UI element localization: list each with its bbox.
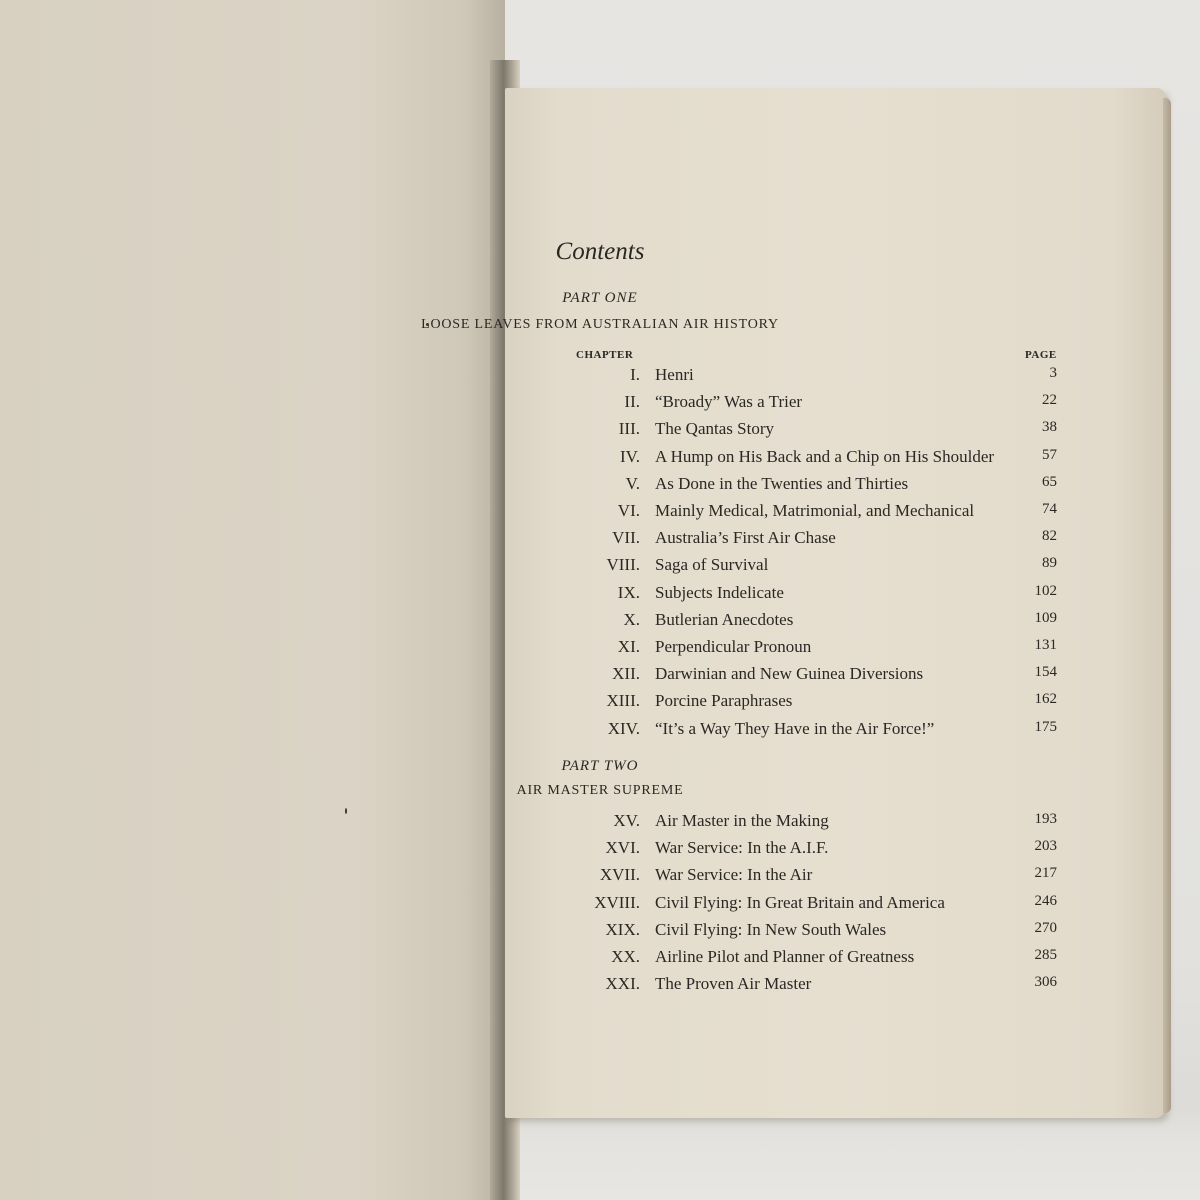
- page-column-heading: PAGE: [1025, 349, 1057, 361]
- page-number: 306: [1034, 974, 1057, 991]
- chapter-number: XIII.: [606, 691, 640, 711]
- toc-entry: [0, 865, 1200, 887]
- chapter-title: Civil Flying: In Great Britain and America: [655, 892, 945, 912]
- chapter-title: Perpendicular Pronoun: [655, 637, 812, 656]
- toc-entry: [0, 392, 1200, 414]
- chapter-title: “It’s a Way They Have in the Air Force!”: [655, 718, 935, 738]
- part-one-label: PART ONE: [562, 290, 638, 306]
- part-one-subtitle: LOOSE LEAVES FROM AUSTRALIAN AIR HISTORY: [421, 317, 779, 332]
- toc-entry: [0, 637, 1200, 659]
- chapter-title: Henri: [655, 365, 694, 384]
- toc-entry: [0, 555, 1200, 577]
- chapter-number: X.: [623, 609, 640, 629]
- chapter-title: Porcine Paraphrases: [655, 691, 793, 711]
- chapter-title: Darwinian and New Guinea Diversions: [655, 664, 924, 684]
- chapter-title: “Broady” Was a Trier: [655, 392, 803, 412]
- chapter-title: A Hump on His Back and a Chip on His Shoulder: [655, 446, 995, 466]
- page-number: 3: [1049, 365, 1057, 381]
- chapter-number: XX.: [611, 947, 640, 966]
- chapter-title: War Service: In the A.I.F.: [655, 838, 829, 858]
- chapter-number: XIX.: [605, 919, 640, 939]
- toc-entry: [0, 528, 1200, 550]
- page-title: Contents: [555, 238, 645, 265]
- toc-entry: [0, 447, 1200, 469]
- toc-entry: [0, 583, 1200, 605]
- page-number: 65: [1042, 473, 1057, 490]
- chapter-number: XVIII.: [594, 892, 640, 912]
- page-number: 82: [1042, 528, 1057, 545]
- page-number: 193: [1034, 811, 1057, 827]
- chapter-number: III.: [618, 419, 640, 439]
- part-two-subtitle: AIR MASTER SUPREME: [516, 783, 684, 798]
- page-number: 38: [1042, 419, 1057, 436]
- page-number: 246: [1034, 892, 1057, 909]
- chapter-number: VI.: [617, 501, 640, 520]
- toc-entry: [0, 947, 1200, 969]
- toc-entry: [0, 691, 1200, 713]
- chapter-number: VIII.: [606, 555, 640, 575]
- toc-entry: [0, 501, 1200, 523]
- chapter-title: Subjects Indelicate: [655, 582, 784, 602]
- page-number: 109: [1034, 609, 1057, 626]
- chapter-number: XXI.: [605, 974, 640, 994]
- chapter-title: War Service: In the Air: [655, 865, 813, 885]
- chapter-title: Butlerian Anecdotes: [655, 609, 794, 629]
- chapter-title: As Done in the Twenties and Thirties: [655, 473, 909, 493]
- chapter-number: IX.: [617, 582, 640, 602]
- page-number: 154: [1034, 664, 1057, 681]
- chapter-number: XV.: [613, 811, 640, 830]
- toc-entry: [0, 920, 1200, 942]
- toc-entry: [0, 719, 1200, 741]
- page-number: 89: [1042, 555, 1057, 572]
- toc-entry: [0, 664, 1200, 686]
- toc-entry: [0, 974, 1200, 996]
- page-number: 131: [1034, 637, 1057, 653]
- chapter-number: XVI.: [605, 838, 640, 858]
- chapter-number: VII.: [612, 528, 640, 548]
- toc-entry: [0, 838, 1200, 860]
- toc-entry: [0, 474, 1200, 496]
- page-number: 203: [1034, 838, 1057, 855]
- toc-entry: [0, 893, 1200, 915]
- chapter-title: Civil Flying: In New South Wales: [655, 919, 887, 939]
- page-number: 162: [1034, 691, 1057, 708]
- chapter-title: The Qantas Story: [655, 419, 774, 439]
- chapter-number: I.: [630, 365, 640, 384]
- chapter-title: Mainly Medical, Matrimonial, and Mechanical: [655, 501, 975, 520]
- toc-entry: [0, 811, 1200, 833]
- chapter-title: Australia’s First Air Chase: [655, 528, 836, 548]
- chapter-title: Air Master in the Making: [655, 811, 829, 830]
- chapter-number: II.: [624, 392, 640, 412]
- chapter-number: XII.: [612, 664, 640, 684]
- chapter-column-heading: CHAPTER: [576, 349, 634, 361]
- chapter-number: XI.: [617, 637, 640, 656]
- chapter-number: V.: [625, 473, 640, 493]
- page-number: 270: [1034, 919, 1057, 936]
- toc-entry: [0, 419, 1200, 441]
- page-number: 74: [1042, 501, 1057, 517]
- page-number: 102: [1034, 582, 1057, 599]
- page-number: 57: [1042, 446, 1057, 463]
- chapter-number: XVII.: [599, 865, 640, 885]
- page-number: 285: [1034, 947, 1057, 963]
- chapter-title: Saga of Survival: [655, 555, 769, 575]
- toc-entry: [0, 610, 1200, 632]
- part-two-label: PART TWO: [561, 758, 639, 774]
- chapter-title: The Proven Air Master: [655, 974, 812, 994]
- page-number: 22: [1042, 392, 1057, 409]
- toc-entry: [0, 365, 1200, 387]
- chapter-title: Airline Pilot and Planner of Greatness: [655, 947, 915, 966]
- page-number: 217: [1034, 865, 1057, 882]
- page-number: 175: [1034, 718, 1057, 735]
- chapter-number: IV.: [620, 446, 640, 466]
- chapter-number: XIV.: [607, 718, 640, 738]
